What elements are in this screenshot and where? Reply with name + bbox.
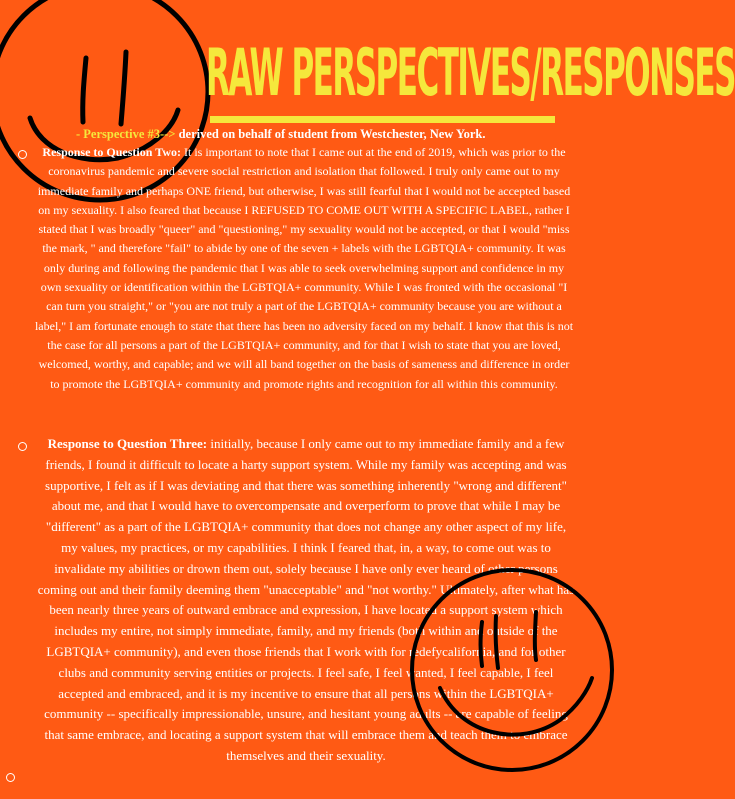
response-paragraph: [34, 143, 574, 394]
perspective-label: - Perspective #3-->: [76, 127, 176, 141]
bullet-circle-icon: [18, 442, 27, 451]
response-text: initially, because I only came out to my immediate family and a few friends, I found it difficult to locate a harty support system. While my family was accepting and was supportive, I felt as if I was deviating and that there was something inherently "wrong and different" about me, and that I would have to overcompensate and overperform to prove that while I may be "different" as a part of the LGBTQIA+ community that does not change any other aspect of my life, my values, my practices, or my capabilities. I think I feared that, in, a way, to come out was to invalidate my abilities or drown them out, solely because I have only ever heard of other persons coming out and their family deeming them "unacceptable" and "not worthy." Ultimately, after what has been nearly three years of outward embrace and expression, I have located a support system which includes my entire, not simply immediate, family, and my friends (both within and outside of the LGBTQIA+ community), and even those friends that I work with for redefycalifornia, and for other clubs and community serving entities or projects. I feel safe, I feel wanted, I feel capable, I feel accepted and embraced, and it is my incentive to ensure that all persons within the LGBTQIA+ community -- specifically impressionable, unsure, and hesitant young adults -- are capable of feeling that same embrace, and locating a support system that will embrace them and teach them to embrace themselves and their sexuality.: [37, 436, 575, 763]
bullet-circle-icon: [18, 150, 27, 159]
response-lead: Response to Question Three:: [47, 436, 208, 451]
bullet-circle-icon: [6, 773, 15, 782]
perspective-subtitle: [76, 126, 546, 142]
perspective-source: derived on behalf of student from Westchester, New York.: [175, 127, 486, 141]
response-text: It is important to note that I came out at the end of 2019, which was prior to the coronavirus pandemic and severe social restriction and isolation that followed. I truly only came out to my immediate family and perhaps ONE friend, but otherwise, I was still fearful that I would not be accepted based on my sexuality. I also feared that because I REFUSED TO COME OUT WITH A SPECIFIC LABEL, rather I stated that I was broadly "queer" and "questioning," my sexuality would not be accepted, or that I would "miss the mark, " and therefore "fail" to abide by one of the seven + labels with the LGBTQIA+ community. It was only during and following the pandemic that I was able to seek overwhelming support and confidence in my own sexuality or identification within the LGBTQIA+ community. While I was fronted with the occasional "I can turn you straight," or "you are not truly a part of the LGBTQIA+ community because you are without a label," I am fortunate enough to state that there has been no adversity faced on my behalf. I know that this is not the case for all persons a part of the LGBTQIA+ community, and for that I wish to state that you are loved, welcomed, worthy, and capable; and we will all band together on the basis of sameness and difference in order to promote the LGBTQIA+ community and promote rights and recognition for all within this community.: [34, 145, 574, 391]
title-underline: [210, 116, 555, 123]
response-lead: Response to Question Two:: [42, 145, 181, 159]
smiley-face-icon: [400, 560, 598, 799]
page-title: RAW PERSPECTIVES/RESPONSES: [206, 36, 735, 112]
